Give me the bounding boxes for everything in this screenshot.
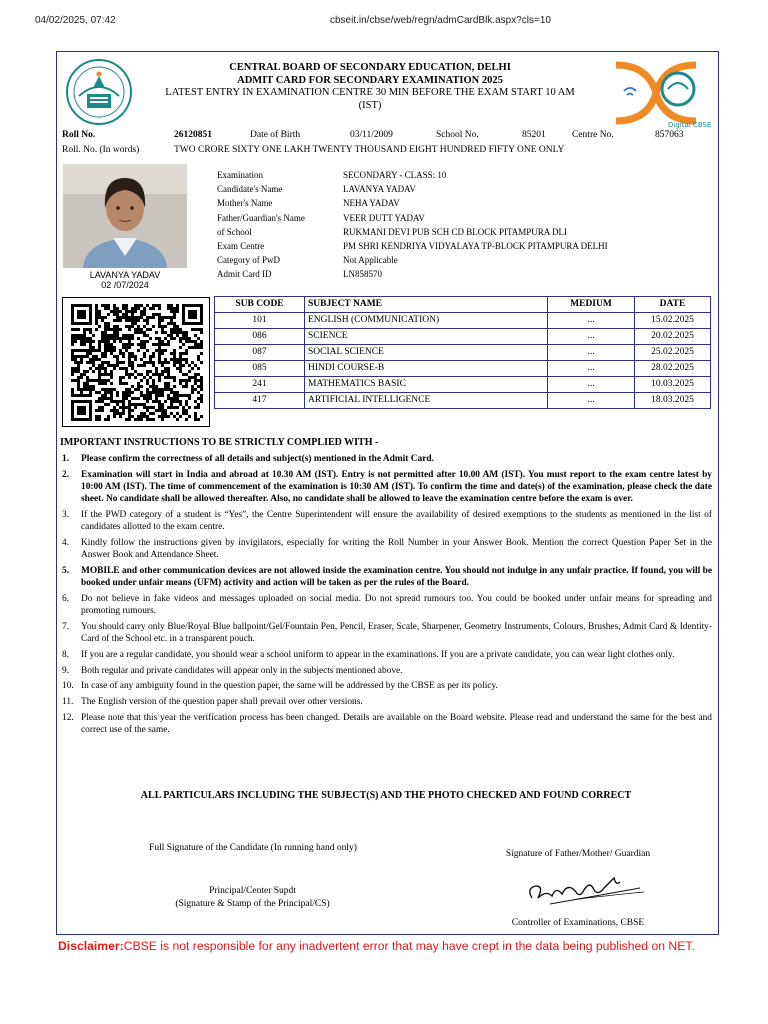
instruction-item: 3. If the PWD category of a student is “Yes”, the Centre Superintendent will ensure the availability of desired exemptions to the students as mentioned in the list of candidates allotted to the exam centre. bbox=[62, 509, 712, 533]
principal-caption-line2: (Signature & Stamp of the Principal/CS) bbox=[175, 899, 330, 909]
roll-no-value: 26120851 bbox=[174, 130, 212, 140]
school-no-value: 85201 bbox=[522, 130, 546, 140]
qr-code bbox=[62, 297, 210, 427]
detail-label-admit-card-id: Admit Card ID bbox=[217, 269, 272, 280]
instruction-item: 9. Both regular and private candidates will appear only in the subjects mentioned above. bbox=[62, 665, 403, 676]
subject-name-cell: SCIENCE bbox=[305, 329, 548, 345]
medium-cell: ... bbox=[548, 393, 635, 409]
photo-caption-name: LAVANYA YADAV bbox=[89, 270, 161, 280]
school-no-label: School No. bbox=[436, 130, 479, 140]
instruction-item: 11. The English version of the question paper shall prevail over other versions. bbox=[62, 696, 363, 707]
medium-cell: ... bbox=[548, 313, 635, 329]
detail-value-examination: SECONDARY - CLASS: 10 bbox=[343, 170, 447, 180]
medium-cell: ... bbox=[548, 377, 635, 393]
principal-caption-line1: Principal/Center Supdt bbox=[209, 886, 296, 896]
sub-code-cell: 087 bbox=[215, 345, 305, 361]
instruction-item: 2. Examination will start in India and abroad at 10.30 AM (IST). Entry is not permitted after 10.00 AM (IST). You must report to the exam centre latest by 10:00 AM (IST). The time of commencement of the examination is 10:30 AM (IST). To confirm the time and date(s) of the examination, please check the date sheet. No candidate shall be allowed thereafter. Also, no candidate shall be allowed to leave the examination centre before the exam is over. bbox=[62, 469, 712, 505]
card-header bbox=[140, 62, 600, 112]
roll-no-label: Roll No. bbox=[62, 130, 96, 140]
instruction-item: 4. Kindly follow the instructions given by invigilators, especially for writing the Roll Number in your Answer Book. Mention the correct Question Paper Set in the Answer Book and Attendance Sheet. bbox=[62, 537, 712, 561]
instruction-item: 6. Do not believe in fake videos and messages uploaded on social media. Do not spread rumours too. You could be booked under unfair means for spreading and promoting rumours. bbox=[62, 593, 712, 617]
roll-words-value: TWO CRORE SIXTY ONE LAKH TWENTY THOUSAND EIGHT HUNDRED FIFTY ONE ONLY bbox=[174, 145, 565, 155]
disclaimer-text: CBSE is not responsible for any inadvertent error that may have crept in the data being published on NET. bbox=[123, 939, 695, 953]
medium-cell: ... bbox=[548, 345, 635, 361]
instructions-title: IMPORTANT INSTRUCTIONS TO BE STRICTLY COMPLIED WITH - bbox=[60, 437, 379, 448]
guardian-signature-caption: Signature of Father/Mother/ Guardian bbox=[505, 849, 651, 859]
detail-label-mother-name: Mother's Name bbox=[217, 198, 273, 209]
digital-cbse-logo bbox=[608, 57, 712, 129]
detail-label-school: of School bbox=[217, 226, 252, 237]
instruction-item: 10. In case of any ambiguity found in the question paper, the same will be addressed by the CBSE as per its policy. bbox=[62, 681, 498, 692]
subject-name-cell: ENGLISH (COMMUNICATION) bbox=[305, 313, 548, 329]
detail-value-mother-name: NEHA YADAV bbox=[343, 198, 400, 209]
date-cell: 15.02.2025 bbox=[635, 313, 711, 329]
detail-value-pwd-category: Not Applicable bbox=[343, 255, 398, 266]
centre-no-value: 857063 bbox=[655, 130, 684, 140]
detail-label-examination: Examination bbox=[217, 170, 263, 180]
detail-value-exam-centre: PM SHRI KENDRIYA VIDYALAYA TP-BLOCK PITAMPURA DELHI bbox=[343, 241, 608, 251]
checked-confirmation: ALL PARTICULARS INCLUDING THE SUBJECT(S) AND THE PHOTO CHECKED AND FOUND CORRECT bbox=[140, 790, 632, 801]
instruction-item: 12. Please note that this year the verification process has been changed. Details are available on the Board website. Please read and understand the same for the best and correct use of the same. bbox=[62, 712, 712, 735]
disclaimer-label: Disclaimer: bbox=[58, 939, 124, 953]
date-cell: 10.03.2025 bbox=[635, 377, 711, 393]
detail-label-exam-centre: Exam Centre bbox=[217, 241, 265, 251]
table-row bbox=[215, 393, 711, 409]
detail-value-school: RUKMANI DEVI PUB SCH CD BLOCK PITAMPURA DLI bbox=[343, 226, 568, 237]
print-url: cbseit.in/cbse/web/regn/admCardBlk.aspx?cls=10 bbox=[330, 15, 551, 26]
subjects-table-header bbox=[215, 297, 711, 313]
entry-note: LATEST ENTRY IN EXAMINATION CENTRE 30 MIN BEFORE THE EXAM START 10 AM bbox=[165, 87, 575, 98]
sub-code-cell: 241 bbox=[215, 377, 305, 393]
instructions-list bbox=[60, 453, 712, 740]
dob-label: Date of Birth bbox=[250, 130, 301, 140]
principal-signature-caption bbox=[130, 885, 375, 911]
roll-words-label: Roll. No. (In words) bbox=[62, 145, 140, 155]
header-medium: MEDIUM bbox=[548, 297, 635, 313]
date-cell: 28.02.2025 bbox=[635, 361, 711, 377]
photo-caption bbox=[63, 270, 187, 290]
candidate-photo bbox=[63, 164, 187, 268]
controller-handwritten-signature bbox=[522, 868, 652, 912]
table-row bbox=[215, 377, 711, 393]
detail-label-father-name: Father/Guardian's Name bbox=[217, 212, 305, 223]
sub-code-cell: 085 bbox=[215, 361, 305, 377]
digital-cbse-logo-text: Digital CBSE bbox=[668, 121, 712, 129]
header-sub-code: SUB CODE bbox=[215, 297, 305, 313]
qr-code-graphic bbox=[71, 304, 203, 422]
sub-code-cell: 101 bbox=[215, 313, 305, 329]
card-title: ADMIT CARD FOR SECONDARY EXAMINATION 2025 bbox=[237, 74, 503, 86]
detail-value-candidate-name: LAVANYA YADAV bbox=[343, 184, 416, 195]
detail-label-candidate-name: Candidate's Name bbox=[217, 184, 283, 195]
detail-value-father-name: VEER DUTT YADAV bbox=[343, 212, 425, 223]
date-cell: 25.02.2025 bbox=[635, 345, 711, 361]
print-datetime: 04/02/2025, 07:42 bbox=[35, 15, 116, 26]
instruction-item: 5. MOBILE and other communication devices are not allowed inside the examination centre. You should not indulge in any unfair practice. If found, you will be booked under unfair means (UFM) activity and action will be taken as per the rules of the Board. bbox=[62, 565, 712, 589]
table-row bbox=[215, 329, 711, 345]
instruction-item: 8. If you are a regular candidate, you should wear a school uniform to appear in the examinations. If you are a private candidate, you can wear light clothes only. bbox=[62, 649, 675, 660]
medium-cell: ... bbox=[548, 329, 635, 345]
subject-name-cell: MATHEMATICS BASIC bbox=[305, 377, 548, 393]
sub-code-cell: 417 bbox=[215, 393, 305, 409]
dob-value: 03/11/2009 bbox=[350, 130, 393, 140]
disclaimer bbox=[58, 939, 738, 953]
subject-name-cell: ARTIFICIAL INTELLIGENCE bbox=[305, 393, 548, 409]
detail-value-admit-card-id: LN858570 bbox=[343, 269, 382, 280]
header-date: DATE bbox=[635, 297, 711, 313]
instruction-item: 1. Please confirm the correctness of all details and subject(s) mentioned in the Admit Card. bbox=[62, 454, 434, 464]
medium-cell: ... bbox=[548, 361, 635, 377]
table-row bbox=[215, 345, 711, 361]
table-row bbox=[215, 313, 711, 329]
date-cell: 18.03.2025 bbox=[635, 393, 711, 409]
centre-no-label: Centre No. bbox=[572, 130, 614, 140]
photo-caption-date: 02 /07/2024 bbox=[101, 280, 149, 290]
controller-signature-caption: Controller of Examinations, CBSE bbox=[511, 918, 645, 928]
subject-name-cell: SOCIAL SCIENCE bbox=[305, 345, 548, 361]
candidate-signature-caption: Full Signature of the Candidate (In running hand only) bbox=[149, 843, 357, 853]
browser-print-header bbox=[0, 15, 768, 29]
sub-code-cell: 086 bbox=[215, 329, 305, 345]
date-cell: 20.02.2025 bbox=[635, 329, 711, 345]
subject-name-cell: HINDI COURSE-B bbox=[305, 361, 548, 377]
subjects-table bbox=[214, 296, 711, 409]
cbse-emblem-logo bbox=[65, 58, 133, 126]
header-subject-name: SUBJECT NAME bbox=[305, 297, 548, 313]
instruction-item: 7. You should carry only Blue/Royal Blue ballpoint/Gel/Fountain Pen, Pencil, Eraser, Scale, Sharpener, Geometry Instruments, Colours, Brushes, Admit Card & Identity-Card of the School etc. in a transparent pouch. bbox=[62, 621, 712, 645]
detail-label-pwd-category: Category of PwD bbox=[217, 255, 280, 266]
table-row bbox=[215, 361, 711, 377]
entry-note-timezone: (IST) bbox=[358, 99, 382, 111]
board-name: CENTRAL BOARD OF SECONDARY EDUCATION, DELHI bbox=[229, 62, 511, 73]
